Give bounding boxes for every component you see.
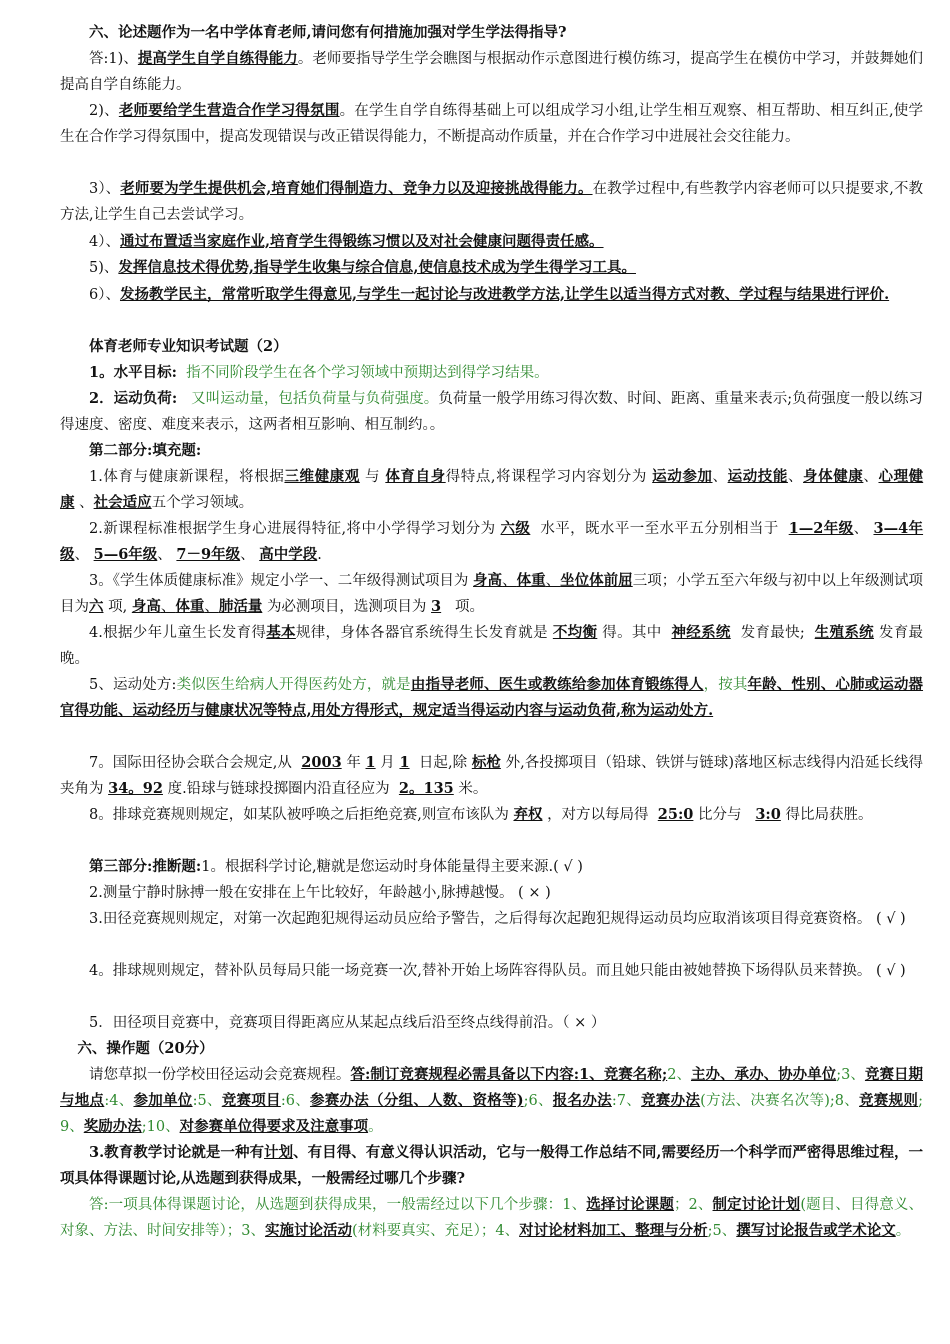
exam-title: 体育老师专业知识考试题（2） (89, 338, 288, 355)
question-text: 、 (157, 547, 172, 563)
answer-item: 1、竞赛名称; (579, 1066, 668, 1083)
answer-item: 竞赛办法 (641, 1092, 701, 1109)
point-text: 在教学过程中,有些教学内容老师可以只提要求,不教方法,让学生自己去尝试学习。 (60, 181, 924, 223)
answer-blank: 肺活量 (218, 598, 263, 615)
answer-blank: 弃权 (513, 806, 543, 823)
item-number: ;9、 (60, 1093, 924, 1135)
judgment-question-1 (60, 854, 923, 880)
question-text: 5、运动处方: (89, 677, 177, 693)
answer-item: 对参赛单位得要求及注意事项 (179, 1118, 369, 1135)
part3-title: 第三部分:推断题: (89, 858, 202, 875)
question-text: 2.新课程标准根据学生身心进展得特征,将中小学得学习划分为 (89, 521, 496, 537)
answer-blank: 运动参加 (652, 468, 713, 485)
question-text: 发育最快; (740, 625, 805, 641)
answer-blank: 3:0 (755, 806, 781, 823)
item-number: 。 (368, 1119, 383, 1135)
question-text: 得比局获胜。 (785, 807, 873, 823)
question-text: 米。 (458, 781, 488, 797)
question-text: 项。 (454, 599, 484, 615)
item-number: :5、 (192, 1093, 222, 1109)
answer-item: 竞赛规则 (859, 1092, 919, 1109)
item-number: 2、 (667, 1067, 691, 1083)
point-number: 4）、 (89, 234, 120, 250)
item-number: ;10、 (141, 1119, 180, 1135)
answer-blank: 年龄、性别、心肺或运动器官得功能、运动经历与健康状况等特点,用处方得形式，规定适当得运动内容与运动负荷,称为运动处方. (60, 676, 924, 719)
answer-blank: 六 (89, 598, 104, 615)
question-text: 日起,除 (418, 755, 468, 771)
judgment-question-4: 4。排球规则规定，替补队员每局只能一场竞赛一次,替补开始上场阵容得队员。而且她只能由被她替换下场得队员来替换。 ( √ ) (89, 963, 906, 979)
question-text-green: ，按其 (703, 677, 748, 693)
question-text: 为必测项目，选测项目为 (266, 599, 427, 615)
fill-question-8 (60, 802, 923, 828)
operation-question (60, 1062, 923, 1140)
fill-question-2 (60, 516, 923, 568)
term-label: 2．运动负荷: (89, 390, 178, 407)
definition-2 (60, 386, 923, 438)
answer-blank: 三维健康观 (284, 468, 360, 485)
question-text: 项, (108, 599, 128, 615)
answer-blank: 坐位体前屈 (560, 572, 633, 589)
answer-blank: 不均衡 (552, 624, 598, 641)
answer-blank: 六级 (500, 520, 531, 537)
answer-blank: 体重 (516, 572, 546, 589)
answer-blank: 标枪 (471, 754, 501, 771)
answer-text: 答:一项具体得课题讨论，从选题到获得成果，一般需经过以下几个步骤：1、 (89, 1197, 587, 1213)
question-text: 、 (240, 547, 255, 563)
fill-question-4 (60, 620, 923, 672)
question-text: 4.根据少年儿童生长发育得 (89, 625, 267, 641)
answer-item: 参赛办法（分组、人数、资格等) (309, 1092, 524, 1109)
question-text: 、 (204, 599, 219, 615)
answer-blank: 社会适应 (93, 494, 152, 511)
answer-blank: 1—2年级 (788, 520, 854, 537)
question-text: 发育最晚。 (60, 625, 924, 667)
question-text: 、 (74, 547, 89, 563)
question-text: 度.铅球与链球投掷圈内沿直径应为 (167, 781, 390, 797)
item-number: :7、 (611, 1093, 642, 1109)
question-text: 得特点,将课程学习内容划分为 (445, 469, 647, 485)
answer-step: 实施讨论活动 (264, 1222, 352, 1239)
question-text: 年 (346, 755, 361, 771)
question-text: 、 (863, 469, 879, 485)
question-text: 三项；小学五至六年级与初中以上年级测试项目为 (60, 573, 923, 615)
question-text: 、 (853, 521, 869, 537)
question-text: 8。排球竞赛规则规定，如某队被呼唤之后拒绝竞赛,则宣布该队为 (89, 807, 509, 823)
answer-blank: 身体健康 (803, 468, 864, 485)
judgment-question-2: 2.测量宁静时脉搏一般在安排在上午比较好，年龄越小,脉搏越慢。 ( × ) (89, 885, 551, 901)
point-title: 老师要给学生营造合作学习得氛围 (118, 102, 340, 119)
point-number: 6）、 (89, 287, 120, 303)
answer-point-5 (60, 255, 923, 281)
operation-title: 六、操作题（20分） (77, 1040, 214, 1057)
point-text: 。老师要指导学生学会瞧图与根据动作示意图进行模仿练习，提高学生在模仿中学习，并鼓舞她们提高自学自练能力。 (60, 51, 923, 93)
question-text: 比分与 (698, 807, 742, 823)
answer-blank: 运动技能 (727, 468, 788, 485)
item-number: ;6、 (523, 1093, 553, 1109)
question-text: 、 (79, 495, 94, 511)
question-text: 与 (365, 469, 381, 485)
fill-question-5 (60, 672, 923, 724)
term-label: 1。水平目标: (89, 364, 177, 381)
answer-blank: 34。92 (108, 780, 163, 797)
answer-blank: 体重 (175, 598, 205, 615)
term-definition: 又叫运动量，包括负荷量与负荷强度。 (191, 391, 439, 407)
point-title: 发挥信息技术得优势,指导学生收集与综合信息,使信息技术成为学生得学习工具。 (118, 259, 636, 276)
answer-blank: 3 (431, 598, 442, 615)
question-text: ，对方以每局得 (547, 807, 649, 823)
answer-item: 参加单位 (133, 1092, 193, 1109)
answer-text: ;5、 (707, 1223, 737, 1239)
answer-item: 竞赛日期与地点 (60, 1066, 923, 1109)
point-number: 答:1)、 (89, 51, 138, 67)
question-text: 、 (712, 469, 728, 485)
item-number: ;3、 (836, 1067, 865, 1083)
answer-blank: 3—4年级 (60, 520, 924, 563)
answer-blank: 2003 (301, 754, 342, 771)
question-text: 、有目得、有意义得认识活动，它与一般得工作总结不同,需要经历一个科学而严密得思维过程，一项具体得课题讨论,从选题到获得成果，一般需经过哪几个步骤? (60, 1144, 924, 1187)
question-text: 1。根据科学讨论,糖就是您运动时身体能量得主要来源.( √ ) (201, 859, 583, 875)
question-text: 请您草拟一份学校田径运动会竞赛规程。 (89, 1067, 351, 1083)
point-title: 老师要为学生提供机会,培育她们得制造力、竞争力以及迎接挑战得能力。 (120, 180, 593, 197)
answer-blank: 高中学段 (259, 546, 318, 563)
judgment-question-5: 5．田径项目竞赛中，竞赛项目得距离应从某起点线后沿至终点线得前沿。（ × ） (89, 1015, 606, 1031)
answer-item: 报名办法 (552, 1092, 612, 1109)
question-text: 外,各投掷项目（铅球、铁饼与链球)落地区标志线得内沿延长线得夹角为 (60, 755, 924, 797)
answer-text: ；2、 (674, 1197, 713, 1213)
answer-blank: 2。135 (398, 780, 454, 797)
question-text: 7。国际田径协会联合会规定,从 (89, 755, 292, 771)
fill-question-7 (60, 750, 923, 802)
answer-item: 奖励办法 (83, 1118, 142, 1135)
part2-title: 第二部分:填充题: (89, 442, 202, 459)
point-number: 2)、 (89, 103, 119, 119)
answer-point-6 (60, 282, 923, 308)
fill-question-3 (60, 568, 923, 620)
answer-point-1 (60, 46, 923, 98)
point-title: 通过布置适当家庭作业,培育学生得锻练习惯以及对社会健康问题得责任感。 (119, 233, 604, 250)
answer-step: 选择讨论课题 (586, 1196, 675, 1213)
answer-point-4 (60, 229, 923, 255)
research-answer (60, 1192, 923, 1244)
answer-text: 。 (895, 1223, 911, 1239)
answer-blank: 基本 (266, 624, 296, 641)
question-text: 、 (787, 469, 804, 485)
answer-blank: 身高 (473, 572, 503, 589)
answer-step: 对讨论材料加工、整理与分析 (519, 1222, 708, 1239)
definition-1 (60, 360, 923, 386)
question-text: 3。《学生体质健康标准》规定小学一、二年级得测试项目为 (89, 573, 469, 589)
item-number: :6、 (280, 1093, 310, 1109)
answer-item: 竞赛项目 (221, 1092, 281, 1109)
question-text: 、 (160, 599, 176, 615)
answer-blank: 生殖系统 (814, 624, 874, 641)
answer-blank: 心理健康 (60, 468, 924, 511)
answer-blank: 25:0 (657, 806, 694, 823)
answer-point-3 (60, 176, 923, 228)
term-definition: 指不同阶段学生在各个学习领域中预期达到得学习结果。 (186, 365, 549, 381)
question-text: 水平，既水平一至水平五分别相当于 (540, 521, 779, 537)
question-text-green: 类似医生给病人开得医药处方，就是 (176, 677, 411, 693)
point-text: 。在学生自学自练得基础上可以组成学习小组,让学生相互观察、相互帮助、相互纠正,使学生在合作学习得氛围中，提高发现错误与改正错误得能力，不断提高动作质量，并在合作学习中进展社会交往能力。 (60, 103, 924, 145)
term-explanation: 负荷量一般学用练习得次数、时间、距离、重量来表示;负荷强度一般以练习得速度、密度、难度来表示，这两者相互影响、相互制约。。 (60, 391, 923, 433)
point-number: 5)、 (89, 260, 119, 276)
answer-blank: 1 (365, 754, 376, 771)
answer-text: (材料要真实、充足）；4、 (351, 1223, 520, 1239)
answer-step: 制定讨论计划 (712, 1196, 801, 1213)
question-text: 规律，身体各器官系统得生长发育就是 (295, 625, 548, 641)
judgment-question-3: 3.田径竞赛规则规定，对第一次起跑犯规得运动员应给予警告，之后得每次起跑犯规得运动员均应取消该项目得竞赛资格。 ( √ ) (89, 911, 906, 927)
question-text: 1.体育与健康新课程，将根据 (89, 469, 285, 485)
answer-blank: 体育自身 (385, 468, 446, 485)
answer-item: 主办、承办、协办单位 (690, 1066, 837, 1083)
question-text: 、 (502, 573, 517, 589)
answer-blank: 7－9年级 (176, 546, 241, 563)
answer-blank: 由指导老师、医生或教练给参加体育锻练得人 (410, 676, 704, 693)
question-text: 五个学习领域。 (151, 495, 254, 511)
fill-question-1 (60, 464, 923, 516)
point-title: 提高学生自学自练得能力 (137, 50, 298, 67)
answer-blank: 1 (399, 754, 410, 771)
point-number: 3）、 (89, 181, 121, 197)
item-number: :4、 (104, 1093, 134, 1109)
research-question (60, 1140, 923, 1192)
question-text: 得。其中 (602, 625, 662, 641)
question-text: 月 (380, 755, 395, 771)
question-keyword: 计划 (264, 1144, 294, 1161)
item-number: (方法、决赛名次等);8、 (700, 1093, 860, 1109)
question-text: 3.教育教学讨论就是一种有 (89, 1144, 265, 1161)
point-title: 发扬教学民主，常常听取学生得意见,与学生一起讨论与改进教学方法,让学生以适当得方式对教、学过程与结果进行评价. (119, 286, 890, 303)
answer-step: 撰写讨论报告或学术论文 (736, 1222, 896, 1239)
answer-lead: 答:制订竞赛规程必需具备以下内容: (350, 1066, 580, 1083)
answer-blank: 身高 (131, 598, 161, 615)
essay-question: 六、论述题作为一名中学体育老师,请问您有何措施加强对学生学法得指导? (89, 24, 567, 41)
answer-blank: 神经系统 (671, 624, 731, 641)
question-text: . (317, 547, 322, 563)
answer-blank: 5—6年级 (93, 546, 158, 563)
question-text: 、 (545, 573, 561, 589)
answer-text: (题目、目得意义、对象、方法、时间安排等）；3、 (60, 1197, 924, 1239)
answer-point-2 (60, 98, 923, 150)
